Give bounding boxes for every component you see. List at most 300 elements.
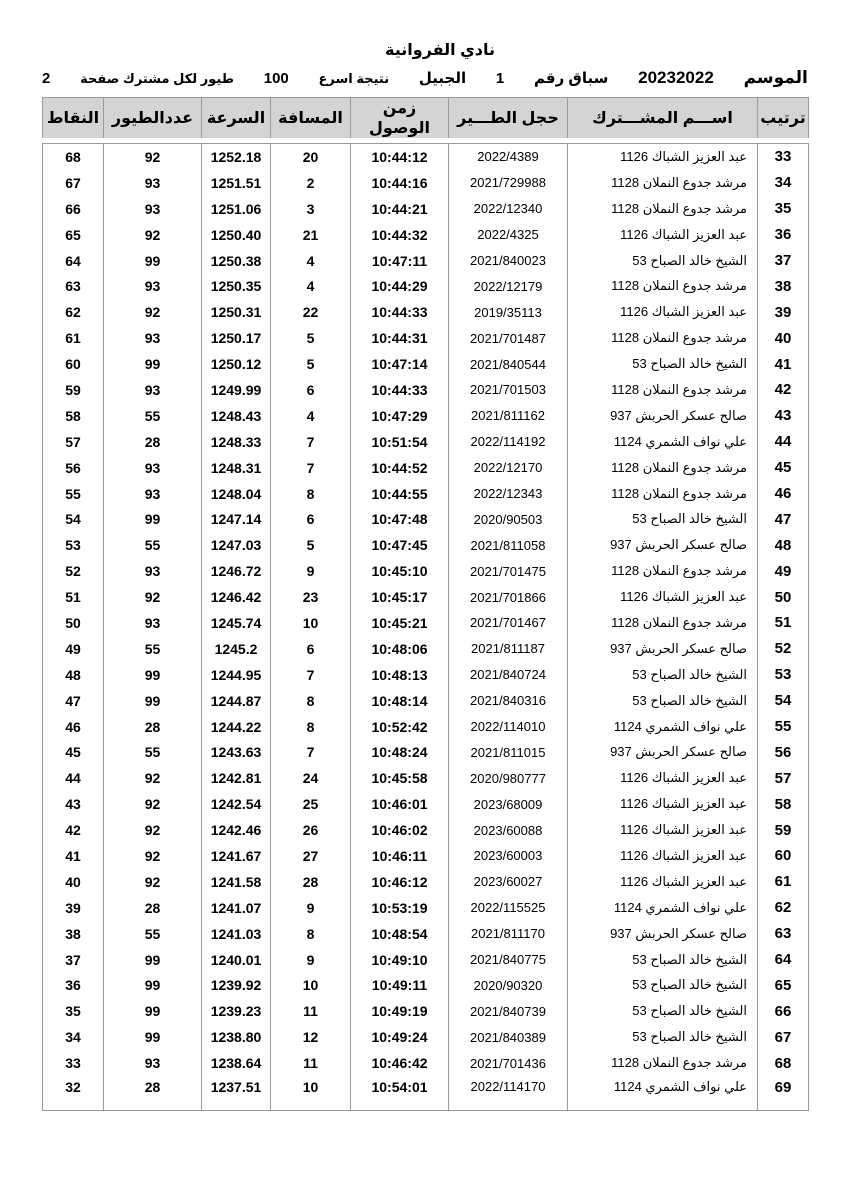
cell-birds: 93 xyxy=(104,558,202,584)
cell-rank: 33 xyxy=(758,144,809,170)
table-row xyxy=(43,170,809,196)
table-row xyxy=(43,403,809,429)
cell-time: 10:51:54 xyxy=(351,429,449,455)
cell-dist: 8 xyxy=(271,481,351,507)
table-row xyxy=(43,429,809,455)
cell-time: 10:48:54 xyxy=(351,921,449,947)
header-row xyxy=(43,98,809,139)
cell-ring: 2023/60003 xyxy=(449,843,568,869)
cell-rank: 34 xyxy=(758,170,809,196)
cell-time: 10:44:32 xyxy=(351,222,449,248)
cell-rank: 44 xyxy=(758,429,809,455)
cell-speed: 1250.40 xyxy=(202,222,271,248)
cell-birds: 92 xyxy=(104,584,202,610)
cell-points: 45 xyxy=(43,739,104,765)
table-row xyxy=(43,248,809,274)
cell-points: 41 xyxy=(43,843,104,869)
cell-speed: 1250.31 xyxy=(202,299,271,325)
cell-ring: 2021/840389 xyxy=(449,1024,568,1050)
cell-ring: 2022/12170 xyxy=(449,455,568,481)
cell-name: عبد العزيز الشباك 1126 xyxy=(568,765,758,791)
race-number: 1 xyxy=(495,70,505,87)
cell-birds: 99 xyxy=(104,662,202,688)
cell-rank: 51 xyxy=(758,610,809,636)
cell-birds: 28 xyxy=(104,1076,202,1111)
cell-rank: 40 xyxy=(758,325,809,351)
cell-speed: 1241.58 xyxy=(202,869,271,895)
cell-speed: 1241.07 xyxy=(202,895,271,921)
cell-points: 32 xyxy=(43,1076,104,1111)
col-ring: حجل الطـــير xyxy=(449,98,568,139)
cell-ring: 2019/35113 xyxy=(449,299,568,325)
cell-dist: 5 xyxy=(271,351,351,377)
cell-time: 10:45:58 xyxy=(351,765,449,791)
cell-points: 39 xyxy=(43,895,104,921)
cell-ring: 2023/68009 xyxy=(449,791,568,817)
cell-time: 10:44:31 xyxy=(351,325,449,351)
cell-name: عبد العزيز الشباك 1126 xyxy=(568,791,758,817)
cell-rank: 54 xyxy=(758,688,809,714)
cell-rank: 56 xyxy=(758,739,809,765)
cell-points: 44 xyxy=(43,765,104,791)
cell-rank: 69 xyxy=(758,1076,809,1111)
cell-time: 10:44:55 xyxy=(351,481,449,507)
cell-time: 10:48:06 xyxy=(351,636,449,662)
cell-dist: 9 xyxy=(271,895,351,921)
cell-name: مرشد جدوع النملان 1128 xyxy=(568,558,758,584)
cell-name: عبد العزيز الشباك 1126 xyxy=(568,817,758,843)
cell-speed: 1241.67 xyxy=(202,843,271,869)
cell-speed: 1239.92 xyxy=(202,973,271,999)
cell-ring: 2022/12343 xyxy=(449,481,568,507)
cell-birds: 28 xyxy=(104,429,202,455)
cell-rank: 41 xyxy=(758,351,809,377)
cell-dist: 5 xyxy=(271,325,351,351)
race-label: سباق رقم xyxy=(534,70,609,87)
season-label: الموسم xyxy=(743,68,808,87)
table-row xyxy=(43,662,809,688)
cell-name: عبد العزيز الشباك 1126 xyxy=(568,584,758,610)
cell-points: 67 xyxy=(43,170,104,196)
table-row xyxy=(43,973,809,999)
col-points: النقاط xyxy=(43,98,104,139)
cell-ring: 2023/60027 xyxy=(449,869,568,895)
table-row xyxy=(43,481,809,507)
cell-rank: 42 xyxy=(758,377,809,403)
cell-dist: 2 xyxy=(271,170,351,196)
cell-rank: 47 xyxy=(758,506,809,532)
cell-ring: 2020/90320 xyxy=(449,973,568,999)
cell-ring: 2021/701503 xyxy=(449,377,568,403)
cell-ring: 2021/811170 xyxy=(449,921,568,947)
cell-dist: 10 xyxy=(271,1076,351,1111)
cell-birds: 55 xyxy=(104,636,202,662)
cell-time: 10:48:13 xyxy=(351,662,449,688)
cell-time: 10:46:12 xyxy=(351,869,449,895)
cell-time: 10:44:52 xyxy=(351,455,449,481)
cell-ring: 2022/4325 xyxy=(449,222,568,248)
cell-name: علي نواف الشمري 1124 xyxy=(568,429,758,455)
cell-ring: 2021/811058 xyxy=(449,532,568,558)
cell-speed: 1242.81 xyxy=(202,765,271,791)
cell-time: 10:49:24 xyxy=(351,1024,449,1050)
cell-name: مرشد جدوع النملان 1128 xyxy=(568,325,758,351)
cell-speed: 1251.51 xyxy=(202,170,271,196)
table-row xyxy=(43,455,809,481)
cell-time: 10:46:11 xyxy=(351,843,449,869)
cell-rank: 36 xyxy=(758,222,809,248)
cell-name: الشيخ خالد الصباح 53 xyxy=(568,998,758,1024)
cell-ring: 2021/840739 xyxy=(449,998,568,1024)
cell-points: 59 xyxy=(43,377,104,403)
cell-birds: 92 xyxy=(104,299,202,325)
cell-birds: 99 xyxy=(104,1024,202,1050)
cell-ring: 2022/114170 xyxy=(449,1076,568,1111)
cell-birds: 99 xyxy=(104,248,202,274)
cell-speed: 1241.03 xyxy=(202,921,271,947)
cell-time: 10:44:33 xyxy=(351,377,449,403)
table-row xyxy=(43,377,809,403)
cell-name: مرشد جدوع النملان 1128 xyxy=(568,455,758,481)
cell-speed: 1248.33 xyxy=(202,429,271,455)
cell-dist: 25 xyxy=(271,791,351,817)
cell-speed: 1250.38 xyxy=(202,248,271,274)
cell-rank: 68 xyxy=(758,1050,809,1076)
cell-birds: 93 xyxy=(104,196,202,222)
cell-time: 10:44:33 xyxy=(351,299,449,325)
cell-time: 10:45:17 xyxy=(351,584,449,610)
cell-speed: 1245.2 xyxy=(202,636,271,662)
cell-birds: 92 xyxy=(104,843,202,869)
cell-time: 10:53:19 xyxy=(351,895,449,921)
results-table xyxy=(42,97,809,1111)
cell-birds: 55 xyxy=(104,921,202,947)
cell-time: 10:45:10 xyxy=(351,558,449,584)
cell-rank: 43 xyxy=(758,403,809,429)
cell-speed: 1238.80 xyxy=(202,1024,271,1050)
table-row xyxy=(43,895,809,921)
cell-dist: 10 xyxy=(271,610,351,636)
cell-dist: 4 xyxy=(271,273,351,299)
cell-time: 10:49:19 xyxy=(351,998,449,1024)
cell-speed: 1248.43 xyxy=(202,403,271,429)
cell-speed: 1251.06 xyxy=(202,196,271,222)
cell-name: مرشد جدوع النملان 1128 xyxy=(568,377,758,403)
cell-birds: 93 xyxy=(104,170,202,196)
cell-rank: 49 xyxy=(758,558,809,584)
cell-birds: 93 xyxy=(104,1050,202,1076)
table-row xyxy=(43,1050,809,1076)
cell-rank: 66 xyxy=(758,998,809,1024)
cell-points: 64 xyxy=(43,248,104,274)
cell-points: 36 xyxy=(43,973,104,999)
cell-speed: 1240.01 xyxy=(202,947,271,973)
cell-speed: 1247.14 xyxy=(202,506,271,532)
table-row xyxy=(43,299,809,325)
cell-speed: 1239.23 xyxy=(202,998,271,1024)
cell-rank: 53 xyxy=(758,662,809,688)
cell-time: 10:44:29 xyxy=(351,273,449,299)
cell-ring: 2021/811015 xyxy=(449,739,568,765)
cell-speed: 1243.63 xyxy=(202,739,271,765)
cell-ring: 2021/840316 xyxy=(449,688,568,714)
cell-dist: 4 xyxy=(271,403,351,429)
cell-dist: 7 xyxy=(271,662,351,688)
cell-points: 66 xyxy=(43,196,104,222)
cell-ring: 2022/12340 xyxy=(449,196,568,222)
cell-rank: 45 xyxy=(758,455,809,481)
cell-dist: 26 xyxy=(271,817,351,843)
cell-dist: 10 xyxy=(271,973,351,999)
table-row xyxy=(43,273,809,299)
cell-ring: 2021/811162 xyxy=(449,403,568,429)
col-speed: السرعة xyxy=(202,98,271,139)
cell-name: الشيخ خالد الصباح 53 xyxy=(568,662,758,688)
cell-dist: 23 xyxy=(271,584,351,610)
cell-rank: 50 xyxy=(758,584,809,610)
table-row xyxy=(43,765,809,791)
cell-ring: 2021/701475 xyxy=(449,558,568,584)
cell-rank: 62 xyxy=(758,895,809,921)
cell-birds: 93 xyxy=(104,377,202,403)
cell-dist: 7 xyxy=(271,739,351,765)
cell-dist: 11 xyxy=(271,998,351,1024)
cell-points: 60 xyxy=(43,351,104,377)
cell-birds: 28 xyxy=(104,714,202,740)
cell-rank: 38 xyxy=(758,273,809,299)
cell-name: مرشد جدوع النملان 1128 xyxy=(568,1050,758,1076)
cell-name: مرشد جدوع النملان 1128 xyxy=(568,170,758,196)
cell-time: 10:47:45 xyxy=(351,532,449,558)
cell-dist: 8 xyxy=(271,714,351,740)
col-rank: ترتيب xyxy=(758,98,809,139)
result-count: 100 xyxy=(263,70,289,87)
cell-speed: 1237.51 xyxy=(202,1076,271,1111)
cell-rank: 63 xyxy=(758,921,809,947)
cell-birds: 55 xyxy=(104,403,202,429)
cell-time: 10:45:21 xyxy=(351,610,449,636)
cell-speed: 1249.99 xyxy=(202,377,271,403)
cell-speed: 1238.64 xyxy=(202,1050,271,1076)
cell-birds: 99 xyxy=(104,998,202,1024)
cell-rank: 55 xyxy=(758,714,809,740)
cell-points: 51 xyxy=(43,584,104,610)
cell-time: 10:47:48 xyxy=(351,506,449,532)
cell-dist: 12 xyxy=(271,1024,351,1050)
cell-name: صالح عسكر الحربش 937 xyxy=(568,921,758,947)
cell-birds: 92 xyxy=(104,222,202,248)
cell-points: 42 xyxy=(43,817,104,843)
season-value: 20232022 xyxy=(638,68,714,87)
cell-birds: 99 xyxy=(104,688,202,714)
cell-rank: 60 xyxy=(758,843,809,869)
cell-time: 10:54:01 xyxy=(351,1076,449,1111)
cell-ring: 2021/840023 xyxy=(449,248,568,274)
cell-speed: 1250.12 xyxy=(202,351,271,377)
cell-name: الشيخ خالد الصباح 53 xyxy=(568,688,758,714)
cell-points: 38 xyxy=(43,921,104,947)
cell-dist: 6 xyxy=(271,506,351,532)
cell-ring: 2021/840544 xyxy=(449,351,568,377)
cell-birds: 99 xyxy=(104,973,202,999)
cell-dist: 6 xyxy=(271,636,351,662)
cell-birds: 93 xyxy=(104,325,202,351)
cell-points: 48 xyxy=(43,662,104,688)
cell-points: 35 xyxy=(43,998,104,1024)
cell-ring: 2021/840775 xyxy=(449,947,568,973)
cell-birds: 55 xyxy=(104,739,202,765)
cell-name: الشيخ خالد الصباح 53 xyxy=(568,947,758,973)
cell-dist: 5 xyxy=(271,532,351,558)
table-row xyxy=(43,196,809,222)
cell-time: 10:47:11 xyxy=(351,248,449,274)
table-row xyxy=(43,869,809,895)
table-row xyxy=(43,610,809,636)
cell-birds: 28 xyxy=(104,895,202,921)
cell-dist: 20 xyxy=(271,144,351,170)
cell-time: 10:49:11 xyxy=(351,973,449,999)
cell-time: 10:44:12 xyxy=(351,144,449,170)
cell-time: 10:48:24 xyxy=(351,739,449,765)
cell-dist: 8 xyxy=(271,688,351,714)
cell-name: الشيخ خالد الصباح 53 xyxy=(568,351,758,377)
col-arrival: زمن الوصول xyxy=(351,98,449,139)
cell-dist: 8 xyxy=(271,921,351,947)
cell-name: علي نواف الشمري 1124 xyxy=(568,895,758,921)
cell-name: صالح عسكر الحربش 937 xyxy=(568,403,758,429)
cell-speed: 1250.35 xyxy=(202,273,271,299)
table-row xyxy=(43,739,809,765)
cell-ring: 2020/90503 xyxy=(449,506,568,532)
cell-time: 10:46:42 xyxy=(351,1050,449,1076)
cell-rank: 39 xyxy=(758,299,809,325)
cell-name: مرشد جدوع النملان 1128 xyxy=(568,481,758,507)
cell-birds: 92 xyxy=(104,765,202,791)
table-row xyxy=(43,222,809,248)
table-row xyxy=(43,584,809,610)
cell-speed: 1244.95 xyxy=(202,662,271,688)
cell-speed: 1248.31 xyxy=(202,455,271,481)
cell-rank: 37 xyxy=(758,248,809,274)
cell-ring: 2022/4389 xyxy=(449,144,568,170)
col-member: اســـم المشـــترك xyxy=(568,98,758,139)
table-row xyxy=(43,921,809,947)
cell-time: 10:44:21 xyxy=(351,196,449,222)
cell-points: 46 xyxy=(43,714,104,740)
cell-points: 34 xyxy=(43,1024,104,1050)
cell-dist: 9 xyxy=(271,947,351,973)
cell-dist: 21 xyxy=(271,222,351,248)
cell-time: 10:49:10 xyxy=(351,947,449,973)
cell-name: الشيخ خالد الصباح 53 xyxy=(568,1024,758,1050)
cell-rank: 64 xyxy=(758,947,809,973)
cell-points: 65 xyxy=(43,222,104,248)
table-row xyxy=(43,817,809,843)
cell-birds: 92 xyxy=(104,817,202,843)
cell-time: 10:47:14 xyxy=(351,351,449,377)
cell-dist: 7 xyxy=(271,455,351,481)
cell-speed: 1242.54 xyxy=(202,791,271,817)
cell-name: الشيخ خالد الصباح 53 xyxy=(568,973,758,999)
cell-ring: 2020/980777 xyxy=(449,765,568,791)
cell-rank: 46 xyxy=(758,481,809,507)
cell-points: 57 xyxy=(43,429,104,455)
cell-dist: 6 xyxy=(271,377,351,403)
cell-rank: 61 xyxy=(758,869,809,895)
cell-dist: 9 xyxy=(271,558,351,584)
cell-time: 10:44:16 xyxy=(351,170,449,196)
page-number: 2 xyxy=(42,70,51,87)
cell-name: مرشد جدوع النملان 1128 xyxy=(568,196,758,222)
table-row xyxy=(43,532,809,558)
cell-points: 43 xyxy=(43,791,104,817)
cell-dist: 4 xyxy=(271,248,351,274)
table-row xyxy=(43,1024,809,1050)
table-row xyxy=(43,1076,809,1111)
cell-name: عبد العزيز الشباك 1126 xyxy=(568,144,758,170)
cell-birds: 93 xyxy=(104,455,202,481)
cell-birds: 92 xyxy=(104,144,202,170)
col-distance: المسافة xyxy=(271,98,351,139)
per-member-label: طيور لكل مشترك صفحة xyxy=(80,71,234,86)
cell-name: علي نواف الشمري 1124 xyxy=(568,714,758,740)
cell-dist: 22 xyxy=(271,299,351,325)
cell-ring: 2021/840724 xyxy=(449,662,568,688)
cell-ring: 2021/701467 xyxy=(449,610,568,636)
cell-speed: 1244.22 xyxy=(202,714,271,740)
cell-birds: 93 xyxy=(104,273,202,299)
cell-name: علي نواف الشمري 1124 xyxy=(568,1076,758,1111)
cell-name: صالح عسكر الحربش 937 xyxy=(568,636,758,662)
cell-speed: 1246.72 xyxy=(202,558,271,584)
col-birds: عددالطيور xyxy=(104,98,202,139)
cell-ring: 2022/12179 xyxy=(449,273,568,299)
cell-ring: 2021/811187 xyxy=(449,636,568,662)
cell-points: 54 xyxy=(43,506,104,532)
cell-speed: 1248.04 xyxy=(202,481,271,507)
cell-name: عبد العزيز الشباك 1126 xyxy=(568,299,758,325)
cell-birds: 55 xyxy=(104,532,202,558)
cell-ring: 2022/114192 xyxy=(449,429,568,455)
table-row xyxy=(43,325,809,351)
cell-dist: 7 xyxy=(271,429,351,455)
cell-dist: 11 xyxy=(271,1050,351,1076)
table-row xyxy=(43,688,809,714)
cell-points: 52 xyxy=(43,558,104,584)
cell-ring: 2023/60088 xyxy=(449,817,568,843)
cell-points: 53 xyxy=(43,532,104,558)
cell-birds: 92 xyxy=(104,869,202,895)
cell-birds: 92 xyxy=(104,791,202,817)
table-row xyxy=(43,714,809,740)
cell-birds: 93 xyxy=(104,481,202,507)
cell-ring: 2021/701487 xyxy=(449,325,568,351)
cell-rank: 67 xyxy=(758,1024,809,1050)
cell-rank: 59 xyxy=(758,817,809,843)
table-row xyxy=(43,506,809,532)
cell-time: 10:47:29 xyxy=(351,403,449,429)
cell-dist: 3 xyxy=(271,196,351,222)
cell-ring: 2021/701866 xyxy=(449,584,568,610)
cell-name: عبد العزيز الشباك 1126 xyxy=(568,843,758,869)
cell-points: 55 xyxy=(43,481,104,507)
table-row xyxy=(43,791,809,817)
table-row xyxy=(43,144,809,170)
cell-speed: 1246.42 xyxy=(202,584,271,610)
cell-ring: 2022/115525 xyxy=(449,895,568,921)
table-row xyxy=(43,558,809,584)
cell-name: مرشد جدوع النملان 1128 xyxy=(568,610,758,636)
